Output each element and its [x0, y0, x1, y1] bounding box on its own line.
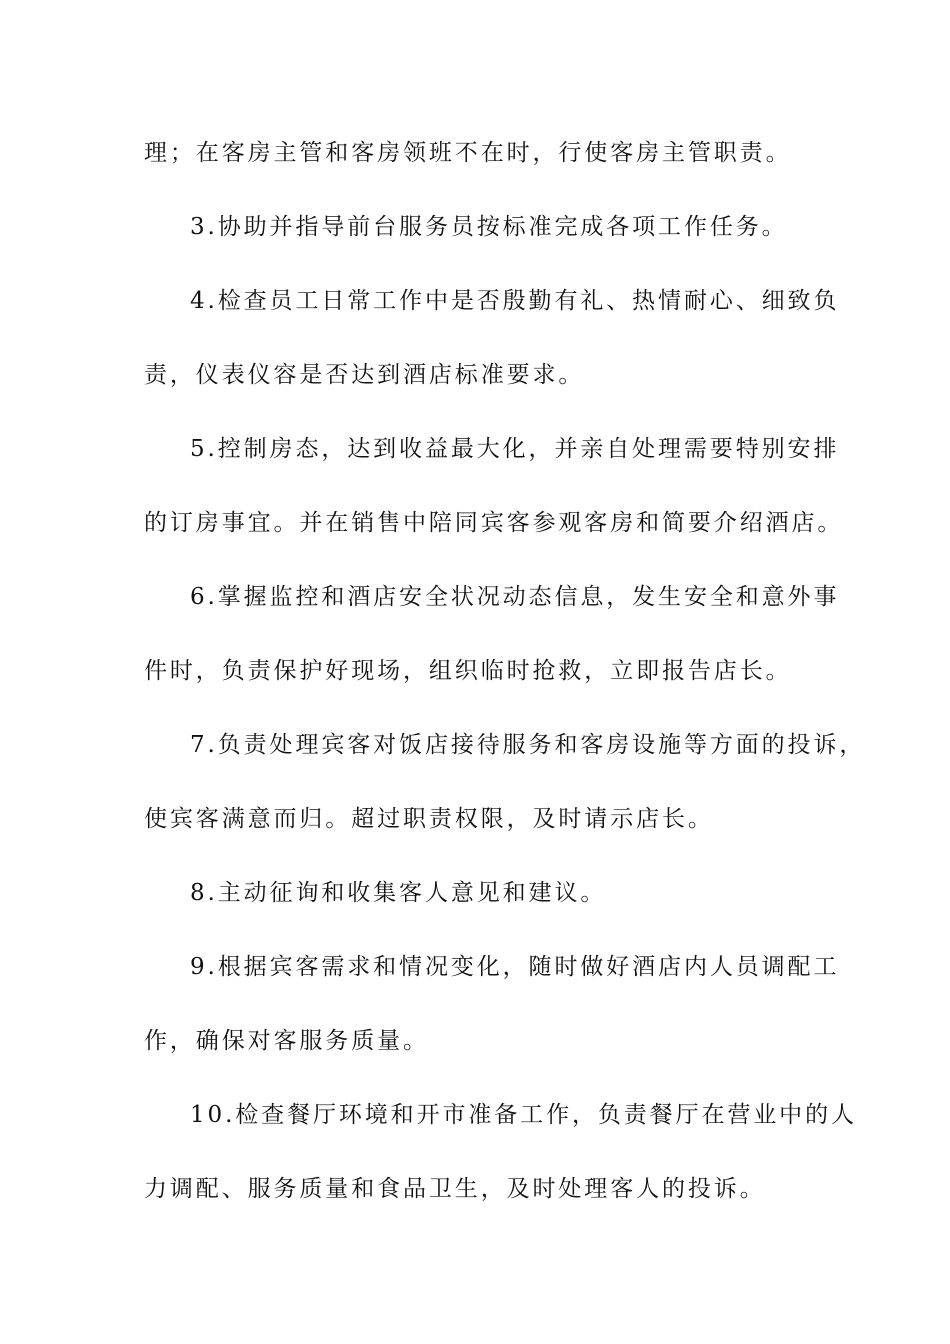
text-line: 责，仪表仪容是否达到酒店标准要求。: [144, 362, 585, 388]
text-line: 使宾客满意而归。超过职责权限，及时请示店长。: [144, 806, 714, 832]
text-line: 7.负责处理宾客对饭店接待服务和客房设施等方面的投诉，: [190, 732, 866, 758]
text-line: 10.检查餐厅环境和开市准备工作，负责餐厅在营业中的人: [190, 1102, 857, 1128]
text-line: 9.根据宾客需求和情况变化，随时做好酒店内人员调配工: [190, 954, 840, 980]
text-line: 力调配、服务质量和食品卫生，及时处理客人的投诉。: [144, 1176, 766, 1202]
text-line: 作，确保对客服务质量。: [144, 1028, 429, 1054]
text-line: 3.协助并指导前台服务员按标准完成各项工作任务。: [190, 214, 788, 240]
text-line: 8.主动征询和收集客人意见和建议。: [190, 880, 607, 906]
text-line: 4.检查员工日常工作中是否殷勤有礼、热情耐心、细致负: [190, 288, 840, 314]
text-line: 理；在客房主管和客房领班不在时，行使客房主管职责。: [144, 140, 792, 166]
text-line: 件时，负责保护好现场，组织临时抢救，立即报告店长。: [144, 658, 792, 684]
text-line: 6.掌握监控和酒店安全状况动态信息，发生安全和意外事: [190, 584, 840, 610]
text-line: 5.控制房态，达到收益最大化，并亲自处理需要特别安排: [190, 436, 840, 462]
text-line: 的订房事宜。并在销售中陪同宾客参观客房和简要介绍酒店。: [144, 510, 844, 536]
